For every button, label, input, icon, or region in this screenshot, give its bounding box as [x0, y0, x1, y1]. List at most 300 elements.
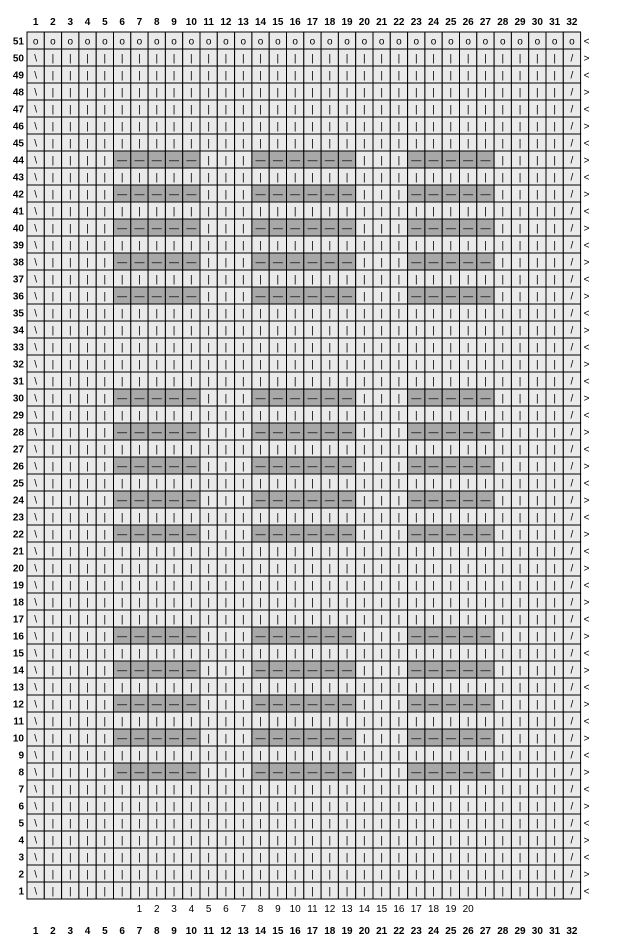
stitch-symbol: |	[241, 274, 245, 286]
stitch-symbol: |	[311, 53, 314, 65]
stitch-symbol: |	[86, 886, 89, 898]
stitch-symbol: —	[480, 699, 491, 711]
stitch-symbol: |	[501, 359, 505, 371]
stitch-symbol: —	[169, 767, 180, 779]
row-arrow: <	[583, 274, 590, 286]
column-number-top: 27	[479, 17, 492, 28]
stitch-symbol: —	[480, 155, 491, 167]
stitch-symbol: —	[480, 223, 491, 235]
stitch-symbol: |	[449, 138, 453, 150]
stitch-symbol: |	[120, 478, 124, 490]
stitch-symbol: |	[172, 546, 176, 558]
stitch-symbol: |	[259, 716, 262, 728]
stitch-symbol: |	[138, 444, 141, 456]
stitch-symbol: |	[311, 563, 314, 575]
stitch-symbol: —	[151, 393, 162, 405]
stitch-symbol: |	[518, 733, 522, 745]
stitch-symbol: —	[255, 665, 266, 677]
stitch-symbol: |	[172, 87, 176, 99]
stitch-symbol: —	[411, 189, 422, 201]
stitch-symbol: |	[103, 580, 107, 592]
stitch-symbol: —	[186, 495, 197, 507]
stitch-symbol: |	[293, 784, 297, 796]
stitch-symbol: |	[397, 325, 401, 337]
stitch-symbol: |	[51, 104, 55, 116]
stitch-symbol: |	[345, 70, 349, 82]
stitch-symbol: |	[414, 172, 418, 184]
stitch-symbol: |	[345, 563, 349, 575]
stitch-symbol: /	[570, 342, 574, 354]
stitch-symbol: |	[172, 70, 176, 82]
stitch-symbol: |	[241, 155, 245, 167]
stitch-symbol: |	[190, 104, 193, 116]
stitch-symbol: |	[86, 801, 89, 813]
stitch-symbol: |	[241, 342, 245, 354]
stitch-symbol: |	[138, 70, 141, 82]
stitch-symbol: |	[449, 53, 453, 65]
repeat-number: 3	[171, 904, 177, 915]
stitch-symbol: |	[484, 53, 487, 65]
stitch-symbol: |	[345, 121, 349, 133]
stitch-symbol: |	[68, 87, 72, 99]
stitch-symbol: |	[68, 393, 72, 405]
column-number-bottom: 3	[67, 926, 74, 937]
stitch-symbol: —	[186, 665, 197, 677]
stitch-symbol: |	[345, 359, 349, 371]
row-number: 13	[12, 682, 24, 694]
row-number: 26	[12, 461, 24, 473]
stitch-symbol: —	[324, 427, 335, 439]
stitch-symbol: \	[34, 342, 38, 354]
stitch-symbol: |	[466, 835, 470, 847]
stitch-symbol: \	[34, 801, 38, 813]
stitch-symbol: |	[172, 240, 176, 252]
column-number-top: 24	[427, 17, 440, 28]
row-arrow: <	[583, 818, 590, 830]
repeat-number: 12	[324, 904, 336, 915]
stitch-symbol: |	[224, 563, 228, 575]
stitch-symbol: |	[397, 189, 401, 201]
stitch-symbol: —	[255, 699, 266, 711]
stitch-symbol: |	[224, 138, 228, 150]
stitch-symbol: |	[501, 801, 505, 813]
stitch-symbol: |	[190, 869, 193, 881]
stitch-symbol: —	[134, 631, 145, 643]
stitch-symbol: |	[311, 342, 314, 354]
stitch-symbol: |	[536, 172, 539, 184]
stitch-symbol: |	[328, 342, 332, 354]
stitch-symbol: |	[466, 512, 470, 524]
stitch-symbol: |	[259, 648, 262, 660]
stitch-symbol: |	[51, 563, 55, 575]
stitch-symbol: |	[328, 597, 332, 609]
stitch-symbol: —	[290, 767, 301, 779]
stitch-symbol: |	[51, 495, 55, 507]
stitch-symbol: —	[463, 631, 474, 643]
stitch-symbol: /	[570, 308, 574, 320]
stitch-symbol: |	[293, 410, 297, 422]
stitch-symbol: |	[328, 801, 332, 813]
stitch-symbol: —	[272, 631, 283, 643]
stitch-symbol: —	[272, 461, 283, 473]
stitch-symbol: /	[570, 70, 574, 82]
stitch-symbol: —	[186, 257, 197, 269]
stitch-symbol: —	[134, 665, 145, 677]
stitch-symbol: |	[51, 444, 55, 456]
stitch-symbol: —	[117, 495, 128, 507]
stitch-symbol: |	[293, 70, 297, 82]
stitch-symbol: |	[103, 733, 107, 745]
stitch-symbol: |	[190, 546, 193, 558]
row-number: 40	[12, 223, 24, 235]
stitch-symbol: |	[311, 104, 314, 116]
stitch-symbol: |	[103, 869, 107, 881]
stitch-symbol: |	[449, 716, 453, 728]
stitch-symbol: |	[536, 53, 539, 65]
stitch-symbol: /	[570, 393, 574, 405]
stitch-symbol: —	[169, 699, 180, 711]
stitch-symbol: |	[432, 359, 435, 371]
stitch-symbol: |	[51, 121, 55, 133]
stitch-symbol: |	[68, 121, 72, 133]
repeat-number: 9	[275, 904, 281, 915]
stitch-symbol: |	[207, 87, 210, 99]
stitch-symbol: |	[190, 206, 193, 218]
stitch-symbol: |	[224, 444, 228, 456]
stitch-symbol: |	[484, 87, 487, 99]
stitch-symbol: |	[363, 359, 366, 371]
stitch-symbol: |	[536, 138, 539, 150]
stitch-symbol: |	[155, 87, 159, 99]
stitch-symbol: |	[224, 801, 228, 813]
stitch-symbol: |	[207, 580, 210, 592]
stitch-symbol: —	[117, 427, 128, 439]
row-arrow: >	[583, 189, 590, 201]
stitch-symbol: |	[241, 189, 245, 201]
stitch-symbol: |	[536, 444, 539, 456]
stitch-symbol: |	[103, 546, 107, 558]
stitch-symbol: |	[501, 835, 505, 847]
stitch-symbol: |	[86, 716, 89, 728]
stitch-symbol: |	[276, 784, 280, 796]
stitch-symbol: |	[259, 614, 262, 626]
stitch-symbol: |	[363, 206, 366, 218]
stitch-symbol: |	[518, 869, 522, 881]
stitch-symbol: |	[103, 223, 107, 235]
stitch-symbol: |	[138, 359, 141, 371]
stitch-symbol: |	[536, 240, 539, 252]
row-number: 50	[12, 53, 24, 65]
stitch-symbol: |	[536, 104, 539, 116]
stitch-symbol: |	[380, 325, 383, 337]
stitch-symbol: |	[380, 784, 383, 796]
row-arrow: >	[583, 121, 590, 133]
row-number: 23	[12, 512, 24, 524]
stitch-symbol: |	[276, 325, 280, 337]
stitch-symbol: |	[190, 444, 193, 456]
stitch-symbol: |	[259, 478, 262, 490]
stitch-symbol: |	[363, 223, 366, 235]
row-number: 3	[18, 852, 24, 864]
stitch-symbol: |	[536, 648, 539, 660]
stitch-symbol: |	[536, 801, 539, 813]
stitch-symbol: |	[293, 801, 297, 813]
stitch-symbol: |	[414, 308, 418, 320]
stitch-symbol: —	[445, 767, 456, 779]
stitch-symbol: |	[432, 138, 435, 150]
stitch-symbol: |	[328, 682, 332, 694]
stitch-symbol: |	[484, 206, 487, 218]
stitch-symbol: |	[207, 886, 210, 898]
stitch-symbol: |	[466, 886, 470, 898]
stitch-symbol: |	[397, 393, 401, 405]
stitch-symbol: |	[380, 886, 383, 898]
stitch-symbol: |	[68, 648, 72, 660]
stitch-symbol: —	[428, 461, 439, 473]
row-arrow: >	[583, 801, 590, 813]
stitch-symbol: |	[414, 818, 418, 830]
stitch-symbol: o	[188, 36, 195, 48]
column-number-bottom: 28	[497, 926, 509, 937]
stitch-symbol: |	[466, 410, 470, 422]
stitch-symbol: o	[326, 36, 333, 48]
stitch-symbol: |	[103, 767, 107, 779]
stitch-symbol: |	[553, 70, 556, 82]
stitch-symbol: |	[241, 478, 245, 490]
column-number-bottom: 5	[102, 926, 108, 937]
stitch-symbol: |	[190, 308, 193, 320]
stitch-symbol: |	[207, 869, 210, 881]
stitch-symbol: |	[172, 801, 176, 813]
stitch-symbol: |	[518, 750, 522, 762]
repeat-number: 18	[427, 904, 440, 915]
stitch-symbol: —	[272, 529, 283, 541]
stitch-symbol: |	[293, 852, 297, 864]
stitch-symbol: |	[466, 104, 470, 116]
stitch-symbol: |	[397, 257, 401, 269]
stitch-symbol: |	[414, 342, 418, 354]
stitch-symbol: —	[463, 393, 474, 405]
stitch-symbol: /	[570, 529, 574, 541]
stitch-symbol: |	[276, 308, 280, 320]
stitch-symbol: —	[324, 699, 335, 711]
stitch-symbol: |	[241, 563, 245, 575]
stitch-symbol: |	[276, 801, 280, 813]
stitch-symbol: |	[466, 750, 470, 762]
stitch-symbol: —	[324, 223, 335, 235]
stitch-symbol: |	[397, 699, 401, 711]
stitch-symbol: /	[570, 291, 574, 303]
stitch-symbol: |	[207, 665, 210, 677]
stitch-symbol: |	[155, 325, 159, 337]
stitch-symbol: |	[553, 155, 556, 167]
stitch-symbol: |	[155, 444, 159, 456]
row-number: 30	[12, 393, 24, 405]
stitch-symbol: |	[484, 478, 487, 490]
stitch-symbol: |	[51, 359, 55, 371]
stitch-symbol: |	[553, 206, 556, 218]
row-arrow: <	[583, 750, 590, 762]
stitch-symbol: |	[518, 121, 522, 133]
stitch-symbol: |	[51, 87, 55, 99]
stitch-symbol: |	[363, 325, 366, 337]
stitch-symbol: |	[293, 648, 297, 660]
stitch-symbol: |	[155, 342, 159, 354]
stitch-symbol: |	[86, 461, 89, 473]
stitch-symbol: |	[155, 648, 159, 660]
stitch-symbol: |	[224, 716, 228, 728]
stitch-symbol: |	[328, 274, 332, 286]
stitch-symbol: —	[480, 291, 491, 303]
stitch-symbol: |	[501, 138, 505, 150]
stitch-symbol: |	[51, 869, 55, 881]
row-number: 21	[12, 546, 24, 558]
stitch-symbol: |	[293, 87, 297, 99]
stitch-symbol: |	[120, 580, 124, 592]
stitch-symbol: |	[449, 240, 453, 252]
stitch-symbol: /	[570, 631, 574, 643]
stitch-symbol: —	[290, 495, 301, 507]
stitch-symbol: |	[68, 274, 72, 286]
stitch-symbol: |	[363, 869, 366, 881]
stitch-symbol: |	[380, 699, 383, 711]
stitch-symbol: |	[363, 70, 366, 82]
top-column-numbers	[33, 17, 578, 28]
stitch-symbol: —	[134, 155, 145, 167]
stitch-symbol: |	[311, 784, 314, 796]
stitch-symbol: |	[293, 563, 297, 575]
stitch-symbol: |	[241, 801, 245, 813]
stitch-symbol: \	[34, 852, 38, 864]
stitch-symbol: |	[432, 801, 435, 813]
stitch-symbol: o	[413, 36, 420, 48]
stitch-symbol: —	[324, 665, 335, 677]
stitch-symbol: —	[134, 223, 145, 235]
stitch-symbol: —	[134, 189, 145, 201]
stitch-symbol: |	[293, 478, 297, 490]
stitch-symbol: |	[293, 206, 297, 218]
stitch-symbol: |	[311, 682, 314, 694]
stitch-symbol: |	[224, 223, 228, 235]
stitch-symbol: |	[397, 206, 401, 218]
stitch-symbol: |	[68, 614, 72, 626]
stitch-symbol: |	[224, 308, 228, 320]
stitch-symbol: |	[224, 750, 228, 762]
stitch-symbol: |	[103, 716, 107, 728]
stitch-symbol: \	[34, 563, 38, 575]
stitch-symbol: |	[345, 444, 349, 456]
stitch-symbol: —	[324, 461, 335, 473]
stitch-symbol: |	[241, 461, 245, 473]
stitch-symbol: |	[518, 767, 522, 779]
stitch-symbol: |	[86, 121, 89, 133]
stitch-symbol: |	[414, 801, 418, 813]
stitch-symbol: —	[255, 223, 266, 235]
stitch-symbol: |	[363, 699, 366, 711]
column-number-top: 14	[254, 17, 267, 28]
stitch-symbol: |	[276, 87, 280, 99]
row-arrow: <	[583, 512, 590, 524]
row-number: 6	[18, 801, 24, 813]
stitch-symbol: |	[380, 512, 383, 524]
stitch-symbol: —	[411, 291, 422, 303]
stitch-symbol: |	[363, 87, 366, 99]
bottom-column-numbers	[33, 926, 578, 937]
stitch-symbol: |	[68, 376, 72, 388]
stitch-symbol: |	[172, 444, 176, 456]
column-number-bottom: 4	[84, 926, 91, 937]
stitch-symbol: |	[190, 376, 193, 388]
stitch-symbol: |	[51, 138, 55, 150]
row-arrow: <	[583, 172, 590, 184]
stitch-symbol: |	[120, 342, 124, 354]
stitch-symbol: |	[328, 886, 332, 898]
stitch-symbol: |	[224, 274, 228, 286]
stitch-symbol: |	[380, 240, 383, 252]
stitch-symbol: |	[397, 546, 401, 558]
stitch-symbol: |	[501, 461, 505, 473]
row-arrow: <	[583, 444, 590, 456]
stitch-symbol: —	[411, 155, 422, 167]
stitch-symbol: —	[186, 189, 197, 201]
stitch-symbol: o	[50, 36, 56, 48]
stitch-symbol: |	[553, 665, 556, 677]
stitch-symbol: |	[51, 597, 55, 609]
stitch-symbol: |	[380, 70, 383, 82]
stitch-symbol: |	[207, 70, 210, 82]
stitch-symbol: |	[414, 240, 418, 252]
stitch-symbol: —	[255, 529, 266, 541]
stitch-symbol: |	[553, 750, 556, 762]
stitch-symbol: |	[120, 104, 124, 116]
stitch-symbol: |	[380, 835, 383, 847]
stitch-symbol: |	[276, 648, 280, 660]
stitch-symbol: |	[51, 274, 55, 286]
stitch-symbol: —	[463, 461, 474, 473]
stitch-symbol: o	[240, 36, 247, 48]
stitch-symbol: |	[51, 240, 55, 252]
row-number: 38	[12, 257, 24, 269]
stitch-symbol: |	[190, 682, 193, 694]
stitch-symbol: |	[397, 580, 401, 592]
stitch-symbol: —	[445, 733, 456, 745]
stitch-symbol: |	[328, 240, 332, 252]
stitch-symbol: o	[223, 36, 229, 48]
stitch-symbol: |	[518, 835, 522, 847]
stitch-symbol: |	[432, 835, 435, 847]
stitch-symbol: |	[484, 648, 487, 660]
stitch-symbol: |	[51, 648, 55, 660]
stitch-symbol: |	[501, 886, 505, 898]
stitch-symbol: —	[151, 733, 162, 745]
stitch-symbol: |	[449, 580, 453, 592]
stitch-symbol: |	[259, 104, 262, 116]
stitch-symbol: |	[259, 444, 262, 456]
stitch-symbol: |	[536, 155, 539, 167]
stitch-symbol: |	[432, 444, 435, 456]
stitch-symbol: |	[224, 342, 228, 354]
stitch-symbol: |	[449, 359, 453, 371]
stitch-symbol: |	[553, 733, 556, 745]
stitch-symbol: |	[224, 784, 228, 796]
stitch-symbol: |	[172, 172, 176, 184]
stitch-symbol: \	[34, 512, 38, 524]
row-number: 25	[12, 478, 24, 490]
stitch-symbol: \	[34, 478, 38, 490]
stitch-symbol: /	[570, 733, 574, 745]
stitch-symbol: |	[553, 716, 556, 728]
stitch-symbol: |	[241, 767, 245, 779]
